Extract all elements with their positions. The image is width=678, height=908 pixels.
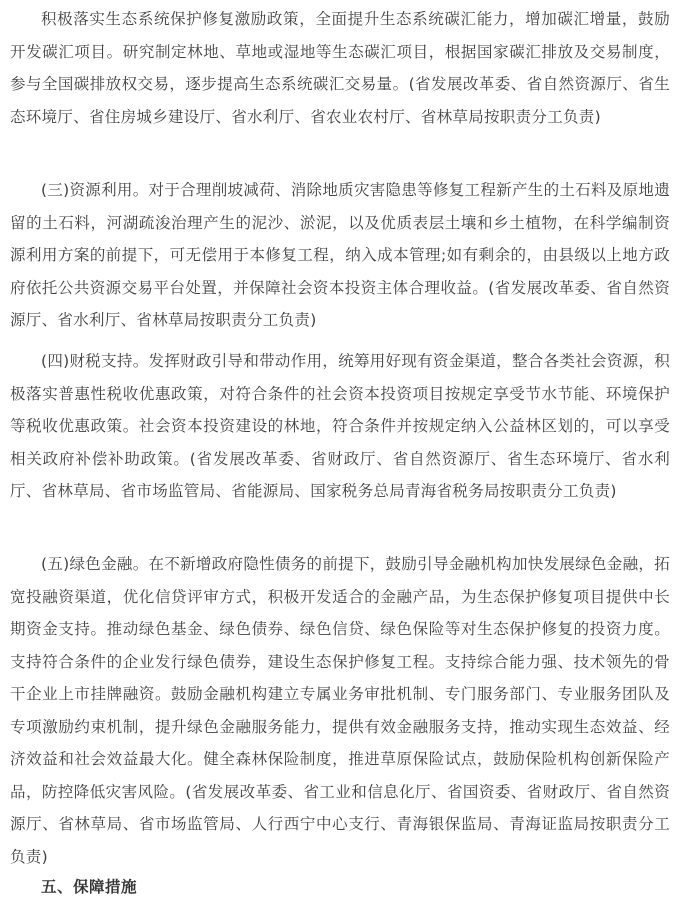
section-heading: 五、保障措施 [41,878,138,896]
paragraph-carbon-sink: 积极落实生态系统保护修复激励政策，全面提升生态系统碳汇能力，增加碳汇增量，鼓励开发碳汇项目。研究制定林地、草地或湿地等生态碳汇项目，根据国家碳汇排放及交易制度，参与全国碳排放权交易，逐步提高生态系统碳汇交易量。(省发展改革委、省自然资源厅、省生态环境厅、省住房城乡建设厅、省水利厅、省农业农村厅、省林草局按职责分工负责) [10,10,670,126]
paragraph-green-finance: (五)绿色金融。在不新增政府隐性债务的前提下，鼓励引导金融机构加快发展绿色金融，拓宽投融资渠道，优化信贷评审方式，积极开发适合的金融产品，为生态保护修复项目提供中长期资金支持。推动绿色基金、绿色债券、绿色信贷、绿色保险等对生态保护修复的投资力度。支持符合条件的企业发行绿色债券，建设生态保护修复工程。支持综合能力强、技术领先的骨干企业上市挂牌融资。鼓励金融机构建立专属业务审批机制、专门服务部门、专业服务团队及专项激励约束机制，提升绿色金融服务能力，提供有效金融服务支持，推动实现生态效益、经济效益和社会效益最大化。健全森林保险制度，推进草原保险试点，鼓励保险机构创新保险产品，防控降低灾害风险。(省发展改革委、省工业和信息化厅、省国资委、省财政厅、省自然资源厅、省林草局、省市场监管局、人行西宁中心支行、青海银保监局、青海证监局按职责分工负责) [10,555,670,866]
paragraph-resource-utilization: (三)资源利用。对于合理削坡减荷、消除地质灾害隐患等修复工程新产生的土石料及原地遗留的土石料，河湖疏浚治理产生的泥沙、淤泥，以及优质表层土壤和乡土植物，在科学编制资源利用方案的前提下，可无偿用于本修复工程，纳入成本管理;如有剩余的，由县级以上地方政府依托公共资源交易平台处置，并保障社会资本投资主体合理收益。(省发展改革委、省自然资源厅、省水利厅、省林草局按职责分工负责) [10,181,670,329]
paragraph-fiscal-support: (四)财税支持。发挥财政引导和带动作用，统筹用好现有资金渠道，整合各类社会资源，积极落实普惠性税收优惠政策，对符合条件的社会资本投资项目按规定享受节水节能、环境保护等税收优惠政策。社会资本投资建设的林地，符合条件并按规定纳入公益林区划的，可以享受相关政府补偿补助政策。(省发展改革委、省财政厅、省自然资源厅、省生态环境厅、省水利厅、省林草局、省市场监管局、省能源局、国家税务总局青海省税务局按职责分工负责) [10,352,670,500]
